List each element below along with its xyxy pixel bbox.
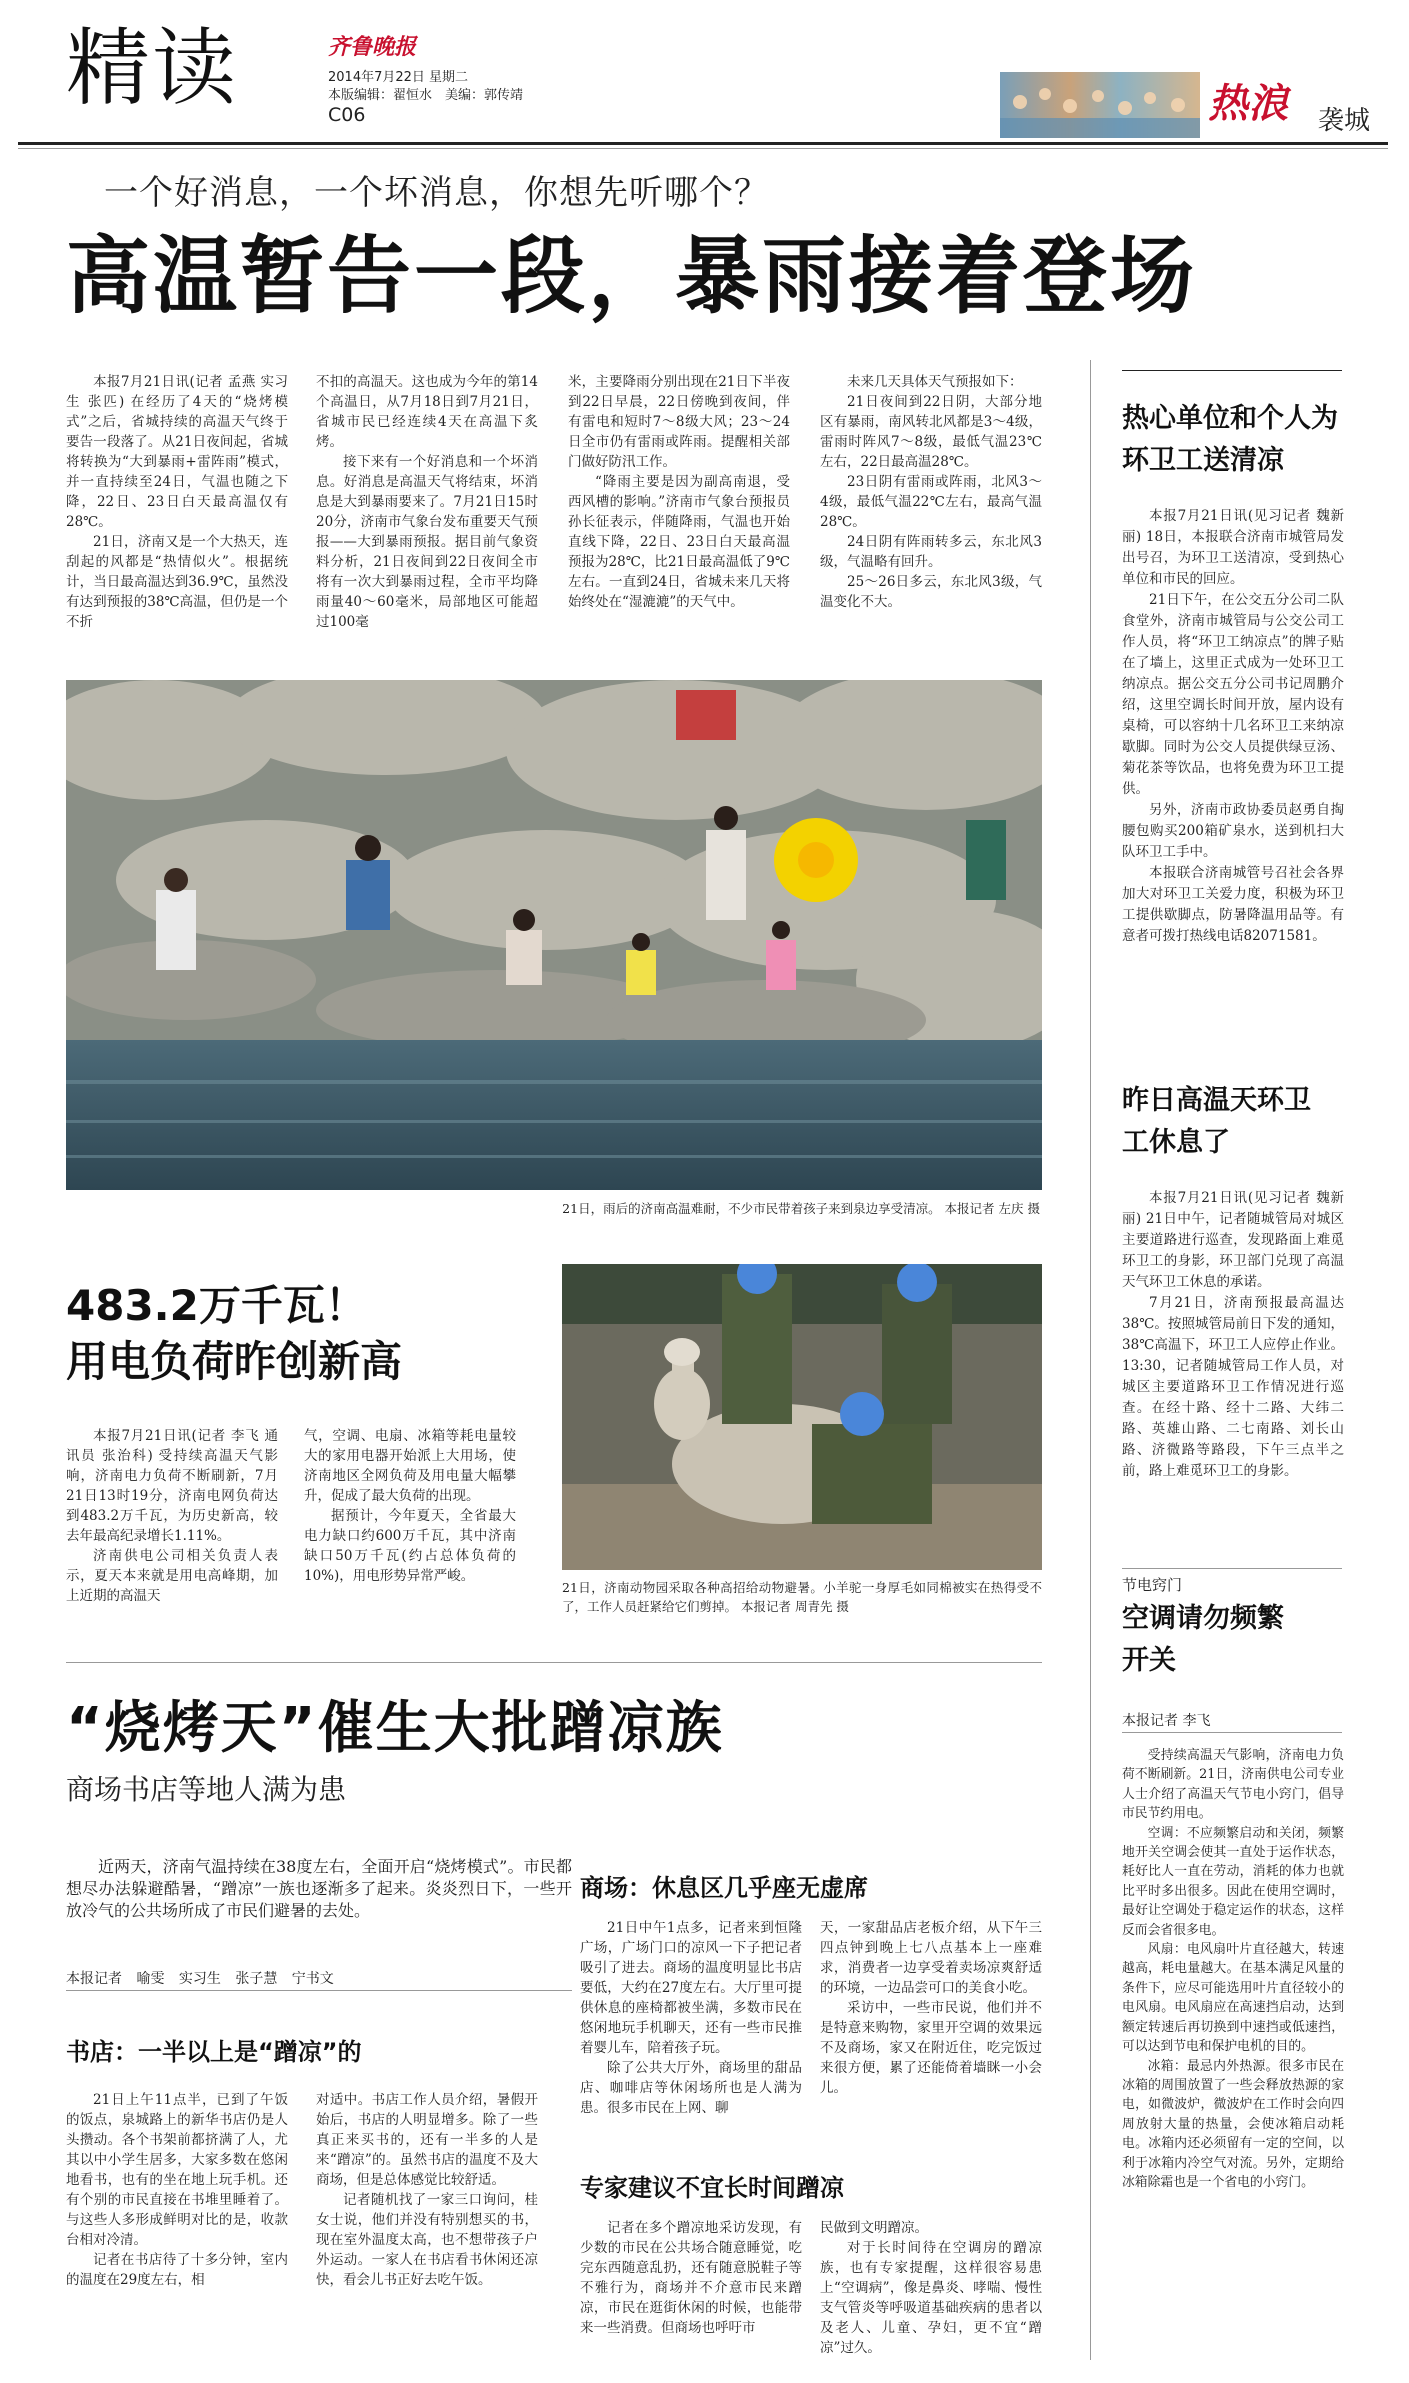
power-col-2 — [304, 1426, 516, 1586]
mall-col-1 — [580, 1918, 802, 2118]
cool-headline: “烧烤天”催生大批蹭凉族 — [66, 1696, 724, 1761]
lead-col2-para-2: 接下来有一个好消息和一个坏消息。好消息是高温天气将结束，坏消息是大到暴雨要来了。7月21日15时20分，济南市气象台发布重要天气预报——大到暴雨预报。据目前气象资料分析，21日夜间到22日夜间全市将有一次大到暴雨过程，全市平均降雨量40～60毫米，局部地区可能超过100毫 — [316, 454, 538, 630]
sidebar-story1-para-3: 另外，济南市政协委员赵勇自掏腰包购买200箱矿泉水，送到机扫大队环卫工手中。 — [1122, 802, 1344, 860]
mall-title: 商场：休息区几乎座无虚席 — [580, 1874, 868, 1902]
bookstore-col1-para-2: 记者在书店待了十多分钟，室内的温度在29度左右，相 — [66, 2252, 288, 2288]
masthead-rule-thin — [18, 148, 1388, 149]
lead-col2-para: 不扣的高温天。这也成为今年的第14个高温日，从7月18日到7月21日，省城市民已经连续4天在高温下炙烤。 — [316, 374, 538, 450]
alpaca-photo — [562, 1264, 1042, 1570]
section-title: 精读 — [66, 19, 239, 117]
sidebar-story3-byline: 本报记者 李飞 — [1122, 1713, 1211, 1729]
power-col1-para: 本报7月21日讯(记者 李飞 通讯员 张治科) 受持续高温天气影响，济南电力负荷不断刷新，7月21日13时19分，济南电网负荷达到483.2万千瓦，为历史新高，较去年最高纪录增长1.11%。 — [66, 1428, 278, 1544]
lead-kicker: 一个好消息，一个坏消息，你想先听哪个？ — [104, 173, 769, 213]
expert-col-1 — [580, 2218, 802, 2338]
expert-col1-para: 记者在多个蹭凉地采访发现，有少数的市民在公共场合随意睡觉，吃完东西随意乱扔，还有随意脱鞋子等不雅行为，商场并不介意市民来蹭凉，市民在逛街休闲的时候，也能带来一些消费。但商场也呼吁市 — [580, 2220, 802, 2336]
expert-col-2 — [820, 2218, 1042, 2358]
sidebar-story1-title: 热心单位和个人为环卫工送清凉 — [1122, 403, 1338, 476]
issue-date: 2014年7月22日 星期二 — [328, 70, 469, 85]
cool-byline: 本报记者 喻雯 实习生 张子慧 宁书文 — [66, 1971, 334, 1987]
sidebar-story3-body — [1122, 1746, 1344, 2192]
power-headline-2: 用电负荷昨创新高 — [66, 1337, 403, 1386]
page-number: C06 — [328, 104, 366, 126]
sidebar-story1-para-2: 21日下午，在公交五分公司二队食堂外，济南市城管局与公交公司工作人员，将“环卫工纳凉点”的牌子贴在了墙上，这里正式成为一处环卫工纳凉点。据公交五分公司书记周鹏介绍，这里空调长时间开放，屋内设有桌椅，可以容纳十几名环卫工来纳凉歇脚。同时为公交人员提供绿豆汤、菊花茶等饮品，也将免费为环卫工提供。 — [1122, 592, 1344, 797]
sidebar-story2-para: 本报7月21日讯(见习记者 魏新丽) 21日中午，记者随城管局对城区主要道路进行巡查，发现路面上难觅环卫工的身影，环卫部门兑现了高温天气环卫工休息的承诺。 — [1122, 1190, 1344, 1290]
sidebar-top-rule — [1122, 370, 1342, 371]
power-col2-para-2: 据预计，今年夏天，全省最大电力缺口约600万千瓦，其中济南缺口50万千瓦(约占总体负荷的10%)，用电形势异常严峻。 — [304, 1508, 516, 1584]
sidebar-story2-para-2: 7月21日，济南预报最高温达38℃。按照城管局前日下发的通知，38℃高温下，环卫工人应停止作业。13:30，记者随城管局工作人员，对城区主要道路环卫工作情况进行巡查。在经十路、经十二路、大纬二路、英雄山路、二七南路、刘长山路、济微路等路段，下午三点半之前，路上难觅环卫工的身影。 — [1122, 1295, 1344, 1479]
power-col-1 — [66, 1426, 278, 1606]
lead-col4-para-5: 25～26日多云，东北风3级，气温变化不大。 — [820, 574, 1042, 610]
lead-col1-para: 本报7月21日讯(记者 孟燕 实习生 张匹) 在经历了4天的“烧烤模式”之后，省城持续的高温天气终于要告一段落了。从21日夜间起，省城将转换为“大到暴雨+雷阵雨”模式，并一直持续至24日，气温也随之下降，22日、23日白天最高温仅有28℃。 — [66, 374, 288, 530]
mall-col-2 — [820, 1918, 1042, 2098]
lead-col4-para-3: 23日阴有雷雨或阵雨，北风3～4级，最低气温22℃左右，最高气温28℃。 — [820, 474, 1042, 530]
bookstore-col2-para-2: 记者随机找了一家三口询问，桂女士说，他们并没有特别想买的书，现在室外温度太高，也不想带孩子户外运动。一家人在书店看书休闲还凉快，看会儿书正好去吃午饭。 — [316, 2192, 538, 2288]
expert-col2-para-2: 对于长时间待在空调房的蹭凉族，也有专家提醒，这样很容易患上“空调病”，像是鼻炎、哮喘、慢性支气管炎等呼吸道基础疾病的患者以及老人、儿童、孕妇，更不宜“蹭凉”过久。 — [820, 2240, 1042, 2356]
power-headline-1: 483.2万千瓦！ — [66, 1281, 367, 1330]
heat-wave-tail: 袭城 — [1318, 106, 1371, 136]
cool-intro — [66, 1856, 572, 1922]
expert-col2-para: 民做到文明蹭凉。 — [820, 2220, 928, 2236]
spring-photo — [66, 680, 1042, 1190]
sidebar-story1-para: 本报7月21日讯(见习记者 魏新丽) 18日，本报联合济南市城管局发出号召，为环卫工送清凉，受到热心单位和市民的回应。 — [1122, 508, 1344, 587]
sidebar-story1-para-4: 本报联合济南城管号召社会各界加大对环卫工关爱力度，积极为环卫工提供歇脚点，防暑降温用品等。有意者可拨打热线电话82071581。 — [1122, 865, 1344, 944]
mall-col2-para-2: 采访中，一些市民说，他们并不是特意来购物，家里开空调的效果远不及商场，家又在附近住，吃完饭过来很方便，累了还能倚着墙眯一小会儿。 — [820, 2000, 1042, 2096]
bookstore-col-2 — [316, 2090, 538, 2290]
sidebar-story3-rule — [1122, 1568, 1342, 1569]
editors-line: 本版编辑：翟恒水 美编：郭传靖 — [328, 88, 524, 103]
sidebar-divider — [1090, 360, 1091, 2360]
sidebar-story3-para-2: 空调：不应频繁启动和关闭，频繁地开关空调会使其一直处于运作状态，耗好比人一直在劳动，消耗的体力也就比平时多出很多。因此在使用空调时，最好让空调处于稳定运作的状态，这样反而会省很多电。 — [1122, 1825, 1344, 1938]
sidebar-story3-para: 受持续高温天气影响，济南电力负荷不断刷新。21日，济南供电公司专业人士介绍了高温天气节电小窍门，倡导市民节约用电。 — [1122, 1748, 1344, 1822]
sidebar-story3-para-3: 风扇：电风扇叶片直径越大，转速越高，耗电量越大。在基本满足风量的条件下，应尽可能选用叶片直径较小的电风扇。电风扇应在高速挡启动，达到额定转速后再切换到中速挡或低速挡，可以达到节电和保护电机的目的。 — [1122, 1942, 1344, 2055]
lead-col3-para-2: “降雨主要是因为副高南退，受西风槽的影响。”济南市气象台预报员孙长征表示，伴随降雨，气温也开始直线下降，22日、23日白天最高温预报为28℃，比21日最高温低了9℃左右。一直到24日，省城未来几天将始终处在“湿漉漉”的天气中。 — [568, 474, 790, 610]
paper-logo: 齐鲁晚报 — [328, 34, 417, 60]
cool-byline-rule — [66, 1990, 572, 1991]
lead-col-3 — [568, 372, 790, 612]
mall-col1-para-2: 除了公共大厅外，商场里的甜品店、咖啡店等休闲场所也是人满为患。很多市民在上网、聊 — [580, 2060, 802, 2116]
lead-col-4 — [820, 372, 1042, 612]
lead-col-2 — [316, 372, 538, 632]
sidebar-story2-body — [1122, 1188, 1344, 1482]
alpaca-photo-caption: 21日，济南动物园采取各种高招给动物避暑。小羊驼一身厚毛如同棉被实在热得受不了，工作人员赶紧给它们剪掉。 本报记者 周青先 摄 — [562, 1580, 1042, 1614]
sidebar-story3-byline-rule — [1122, 1732, 1342, 1733]
masthead-rule — [18, 142, 1388, 145]
sidebar-story3-tag: 节电窍门 — [1122, 1576, 1183, 1594]
lead-col-1 — [66, 372, 288, 632]
power-col1-para-2: 济南供电公司相关负责人表示，夏天本来就是用电高峰期，加上近期的高温天 — [66, 1548, 278, 1604]
bookstore-title: 书店：一半以上是“蹭凉”的 — [66, 2038, 362, 2066]
heat-wave-logo: 热浪 — [1208, 80, 1288, 127]
spring-photo-caption: 21日，雨后的济南高温难耐，不少市民带着孩子来到泉边享受清凉。 本报记者 左庆 摄 — [562, 1201, 1040, 1216]
sidebar-story3-title: 空调请勿频繁开关 — [1122, 1603, 1284, 1676]
power-bottom-rule — [66, 1662, 1042, 1663]
sidebar-story1-body — [1122, 506, 1344, 947]
lead-col1-para-2: 21日，济南又是一个大热天，连刮起的风都是“热情似火”。根据统计，当日最高温达到36.9℃，虽然没有达到预报的38℃高温，但仍是一个不折 — [66, 534, 288, 630]
bookstore-col2-para: 对适中。书店工作人员介绍，暑假开始后，书店的人明显增多。除了一些真正来买书的，还有一半多的人是来“蹭凉”的。虽然书店的温度不及大商场，但是总体感觉比较舒适。 — [316, 2092, 538, 2188]
bookstore-col1-para: 21日上午11点半，已到了午饭的饭点，泉城路上的新华书店仍是人头攒动。各个书架前都挤满了人，尤其以中小学生居多，大家多数在悠闲地看书，也有的坐在地上玩手机。还有个别的市民直接在书堆里睡着了。与这些人多形成鲜明对比的是，收款台相对冷清。 — [66, 2092, 288, 2248]
mall-col2-para: 天，一家甜品店老板介绍，从下午三四点钟到晚上七八点基本上一座难求，消费者一边享受着卖场凉爽舒适的环境，一边品尝可口的美食小吃。 — [820, 1920, 1042, 1996]
bookstore-col-1 — [66, 2090, 288, 2290]
power-col2-para: 气，空调、电扇、冰箱等耗电量较大的家用电器开始派上大用场，使济南地区全网负荷及用电量大幅攀升，促成了最大负荷的出现。 — [304, 1428, 516, 1504]
cool-subhead: 商场书店等地人满为患 — [66, 1773, 347, 1806]
cool-intro-para: 近两天，济南气温持续在38度左右，全面开启“烧烤模式”。市民都想尽办法躲避酷暑，“蹭凉”一族也逐渐多了起来。炎炎烈日下，一些开放冷气的公共场所成了市民们避暑的去处。 — [66, 1857, 572, 1920]
mall-col1-para: 21日中午1点多，记者来到恒隆广场，广场门口的凉风一下子把记者吸引了进去。商场的温度明显比书店要低，大约在27度左右。大厅里可提供休息的座椅都被坐满，多数市民在悠闲地玩手机聊天，还有一些市民推着婴儿车，陪着孩子玩。 — [580, 1920, 802, 2056]
lead-col4-para-2: 21日夜间到22日阴，大部分地区有暴雨，南风转北风都是3～4级，雷雨时阵风7～8级，最低气温23℃左右，22日最高温28℃。 — [820, 394, 1042, 470]
sidebar-story2-title: 昨日高温天环卫工休息了 — [1122, 1085, 1311, 1158]
lead-col4-para-4: 24日阴有阵雨转多云，东北风3级，气温略有回升。 — [820, 534, 1042, 570]
sidebar-story3-para-4: 冰箱：最忌内外热源。很多市民在冰箱的周围放置了一些会释放热源的家电，如微波炉，微波炉在工作时会向四周放射大量的热量，会使冰箱启动耗电。冰箱内还必须留有一定的空间，以利于冰箱内冷空气对流。另外，定期给冰箱除霜也是一个省电的小窍门。 — [1122, 2058, 1344, 2190]
masthead-banner-photo — [1000, 72, 1200, 138]
lead-col3-para: 米，主要降雨分别出现在21日下半夜到22日早晨，22日傍晚到夜间，伴有雷电和短时7～8级大风；23～24日全市仍有雷雨或阵雨。提醒相关部门做好防汛工作。 — [568, 374, 790, 470]
lead-col4-para: 未来几天具体天气预报如下： — [847, 374, 1023, 390]
lead-headline: 高温暂告一段，暴雨接着登场 — [66, 227, 1198, 325]
expert-title: 专家建议不宜长时间蹭凉 — [580, 2174, 844, 2202]
